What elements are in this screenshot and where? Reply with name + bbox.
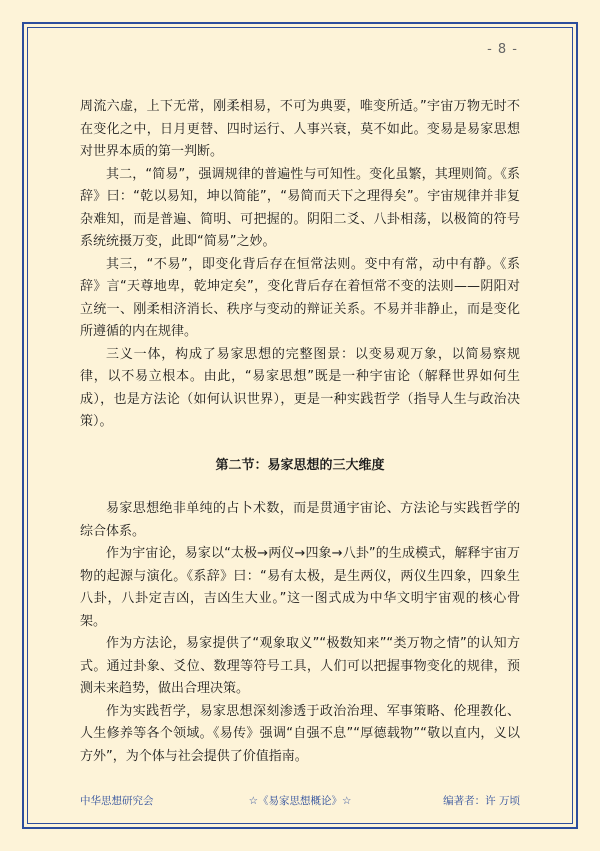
paragraph: 易家思想绝非单纯的占卜术数，而是贯通宇宙论、方法论与实践哲学的综合体系。 (80, 501, 520, 539)
paragraph: 其二，“简易”，强调规律的普遍性与可知性。变化虽繁，其理则简。《系辞》曰：“乾以易知，坤以简能”，“易简而天下之理得矣”。宇宙规律并非复杂难知，而是普遍、简明、可把握的。阴阳二爻、八卦相荡，以极简的符号系统统摄万变，此即“简易”之妙。 (80, 166, 520, 249)
section-title: 第二节：易家思想的三大维度 (215, 457, 385, 473)
paragraph: 作为方法论，易家提供了“观象取义”“极数知来”“类万物之情”的认知方式。通过卦象、爻位、数理等符号工具，人们可以把握事物变化的规律，预测未来趋势，做出合理决策。 (80, 636, 520, 696)
footer-book-title: ☆《易家思想概论》☆ (248, 795, 352, 807)
footer-organization: 中华思想研究会 (80, 795, 154, 807)
paragraph: 作为实践哲学，易家思想深刻渗透于政治治理、军事策略、伦理教化、人生修养等各个领域。《易传》强调“自强不息”“厚德载物”“敬以直内，义以方外”，为个体与社会提供了价值指南。 (80, 703, 520, 764)
page-number: - 8 - (487, 42, 518, 57)
paragraph: 三义一体，构成了易家思想的完整图景：以变易观万象，以简易察规律，以不易立根本。由此，“易家思想”既是一种宇宙论（解释世界如何生成），也是方法论（如何认识世界），更是一种实践哲学（指导人生与政治决策）。 (80, 346, 520, 429)
paragraph: 其三，“不易”，即变化背后存在恒常法则。变中有常，动中有静。《系辞》言“天尊地卑，乾坤定矣”，变化背后存在着恒常不变的法则——阴阳对立统一、刚柔相济消长、秩序与变动的辩证关系。不易并非静止，而是变化所遵循的内在规律。 (80, 256, 520, 339)
paragraph: 作为宇宙论，易家以“太极→两仪→四象→八卦”的生成模式，解释宇宙万物的起源与演化。《系辞》曰：“易有太极，是生两仪，两仪生四象，四象生八卦，八卦定吉凶，吉凶生大业。”这一图式成为中华文明宇宙观的核心骨架。 (80, 546, 520, 629)
paragraph: 周流六虚，上下无常，刚柔相易，不可为典要，唯变所适。”宇宙万物无时不在变化之中，日月更替、四时运行、人事兴衰，莫不如此。变易是易家思想对世界本质的第一判断。 (80, 99, 520, 159)
footer-author: 编著者：许 万顷 (443, 795, 520, 807)
body-text (80, 96, 520, 768)
